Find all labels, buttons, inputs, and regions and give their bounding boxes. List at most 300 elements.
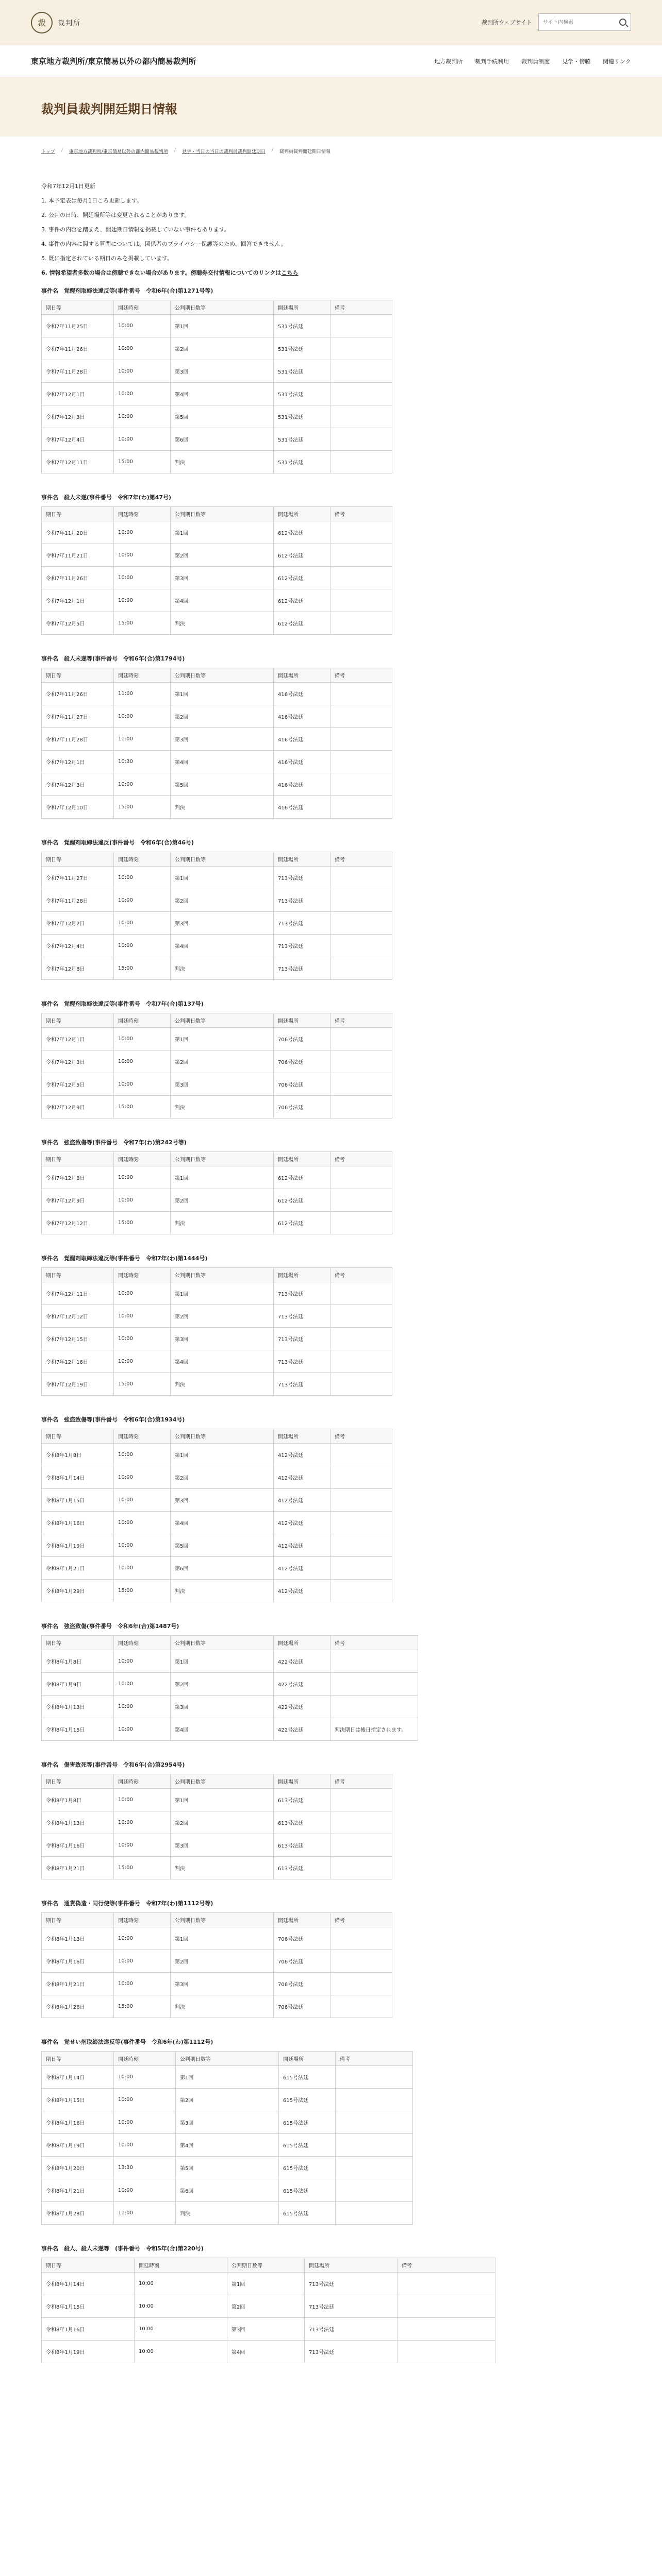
table-cell [336,2157,413,2179]
table-cell: 615号法廷 [279,2157,336,2179]
table-cell: 10:00 [114,405,171,428]
column-header: 公判期日数等 [171,1774,274,1789]
table-cell: 令和7年12月16日 [42,1350,114,1373]
table-cell: 令和7年12月15日 [42,1328,114,1350]
table-cell: 第4回 [171,1350,274,1373]
table-cell: 第3回 [171,728,274,751]
page-title: 裁判員裁判開廷期日情報 [41,102,177,116]
column-header: 開廷時刻 [114,1636,171,1650]
column-header: 公判期日数等 [171,300,274,315]
table-cell: 令和7年11月26日 [42,337,114,360]
table-cell: 422号法廷 [274,1696,330,1718]
table-cell: 令和8年1月15日 [42,1489,114,1512]
table-cell: 第1回 [171,1650,274,1673]
table-cell: 10:00 [114,1305,171,1328]
table-cell: 713号法廷 [305,2273,398,2295]
table-cell: 令和7年12月1日 [42,751,114,773]
table-cell: 422号法廷 [274,1673,330,1696]
case-title: 事件名 強盗致傷等(事件番号 令和6年(合)第1934号) [41,1416,185,1423]
table-cell [330,1189,392,1212]
table-cell: 令和8年1月16日 [42,1512,114,1534]
table-cell: 令和8年1月21日 [42,1557,114,1580]
table-cell: 第2回 [171,1811,274,1834]
schedule-table [41,1635,418,1741]
table-cell: 令和7年12月11日 [42,451,114,473]
table-cell: 412号法廷 [274,1580,330,1602]
schedule-table [41,2258,495,2363]
table-row [42,1489,392,1512]
table-cell: 10:00 [135,2318,227,2341]
column-header: 開廷時刻 [114,1429,171,1444]
nav-item-district-court[interactable]: 地方裁判所 [434,58,463,65]
table-row [42,521,392,544]
table-cell: 15:00 [114,1096,171,1118]
note-item-6-text: 6. 情報希望者多数の場合は傍聴できない場合があります。傍聴券交付情報についてのリンクは [41,269,282,276]
table-cell [330,1857,392,1879]
table-cell: 令和8年1月19日 [42,2134,114,2157]
column-header: 備考 [398,2258,495,2273]
table-cell: 612号法廷 [274,1166,330,1189]
search-box[interactable] [538,13,631,31]
table-cell [330,1557,392,1580]
table-cell: 第2回 [171,1466,274,1489]
table-cell [330,428,392,451]
court-seal-icon: 裁 [31,12,53,33]
table-row [42,1212,392,1234]
table-cell: 令和8年1月20日 [42,2157,114,2179]
column-header: 期日等 [42,852,114,867]
table-cell: 判決 [171,612,274,635]
table-row [42,796,392,819]
table-row [42,867,392,889]
table-header-row [42,507,392,521]
table-cell: 令和7年12月4日 [42,428,114,451]
table-cell: 713号法廷 [274,1305,330,1328]
case-section [0,1760,662,1879]
table-cell: 612号法廷 [274,1189,330,1212]
table-row [42,1096,392,1118]
case-title: 事件名 強盗致傷等(事件番号 令和7年(わ)第242号等) [41,1139,187,1146]
table-row [42,1557,392,1580]
table-cell: 10:00 [114,889,171,912]
column-header: 備考 [330,300,392,315]
updated-date: 令和7年12月1日更新 [41,183,95,190]
table-cell: 416号法廷 [274,751,330,773]
table-header-row [42,2258,495,2273]
column-header: 開廷場所 [274,1013,330,1028]
table-cell [330,1650,418,1673]
note-item: 4. 事件の内容に関する質問については、関係者のプライバシー保護等のため、回答できません。 [41,241,287,247]
table-cell: 第2回 [171,705,274,728]
table-cell [330,1350,392,1373]
search-input[interactable] [543,20,619,25]
table-cell: 令和8年1月15日 [42,2089,114,2111]
logo-text: 裁判所 [58,20,81,27]
table-row [42,1534,392,1557]
table-row [42,1857,392,1879]
table-cell: 10:00 [114,2111,176,2134]
table-cell: 713号法廷 [305,2341,398,2363]
table-cell: 10:00 [114,1673,171,1696]
table-cell: 令和8年1月14日 [42,2273,135,2295]
table-cell: 416号法廷 [274,728,330,751]
table-cell: 第1回 [171,1789,274,1811]
schedule-table [41,852,392,980]
column-header: 開廷時刻 [114,1268,171,1282]
table-row [42,1328,392,1350]
column-header: 開廷場所 [305,2258,398,2273]
table-row [42,683,392,705]
table-cell: 10:00 [114,428,171,451]
table-header-row [42,300,392,315]
breadcrumb-separator: / [61,148,63,153]
table-cell: 第1回 [171,1028,274,1050]
column-header: 備考 [330,1429,392,1444]
table-cell [330,1512,392,1534]
case-title: 事件名 殺人、殺人未遂等 (事件番号 令和5年(合)第220号) [41,2245,204,2252]
table-cell: 713号法廷 [305,2295,398,2318]
table-cell [330,683,392,705]
table-cell [330,1373,392,1396]
table-cell: 706号法廷 [274,1995,330,2018]
table-cell: 令和7年11月28日 [42,360,114,383]
table-cell: 第4回 [171,1718,274,1741]
nav-item-visit[interactable]: 見学・傍聴 [562,58,591,65]
nav-item-links[interactable]: 関連リンク [603,58,631,65]
note-item [41,266,621,280]
column-header: 備考 [330,1268,392,1282]
table-cell: 第4回 [171,935,274,957]
column-header: 公判期日数等 [171,1013,274,1028]
table-cell: 15:00 [114,451,171,473]
table-row [42,1789,392,1811]
table-cell: 10:00 [114,360,171,383]
case-section [0,1138,662,1234]
column-header: 開廷時刻 [114,1013,171,1028]
table-cell: 第3回 [171,567,274,589]
table-cell: 第6回 [176,2179,279,2202]
table-row [42,705,392,728]
table-cell: 第2回 [176,2089,279,2111]
table-cell [330,773,392,796]
table-row [42,1028,392,1050]
case-section [0,286,662,473]
table-cell: 531号法廷 [274,451,330,473]
table-cell [398,2318,495,2341]
table-cell: 10:00 [114,383,171,405]
table-cell: 612号法廷 [274,612,330,635]
column-header: 開廷場所 [274,1636,330,1650]
table-cell: 令和8年1月13日 [42,1696,114,1718]
case-section [0,1415,662,1602]
table-cell: 531号法廷 [274,360,330,383]
table-cell [330,1489,392,1512]
table-cell [330,1096,392,1118]
table-row [42,1166,392,1189]
table-row [42,728,392,751]
table-cell: 令和7年12月5日 [42,612,114,635]
table-cell: 第1回 [171,683,274,705]
table-cell: 10:00 [114,1512,171,1534]
table-cell [330,567,392,589]
table-cell: 713号法廷 [274,912,330,935]
table-row [42,1950,392,1973]
table-cell: 10:00 [114,773,171,796]
table-cell: 613号法廷 [274,1834,330,1857]
table-header-row [42,1152,392,1166]
table-cell: 判決 [176,2202,279,2225]
table-cell [330,315,392,337]
table-cell: 10:00 [114,1927,171,1950]
table-cell: 412号法廷 [274,1512,330,1534]
table-cell: 第3回 [171,912,274,935]
table-cell: 令和7年11月27日 [42,705,114,728]
table-cell: 令和8年1月8日 [42,1789,114,1811]
table-cell [330,1580,392,1602]
column-header: 期日等 [42,1268,114,1282]
case-title: 事件名 覚醒剤取締法違反等(事件番号 令和6年(合)第1271号等) [41,287,213,294]
table-cell: 10:00 [114,567,171,589]
table-cell: 10:00 [114,867,171,889]
column-header: 備考 [336,2052,413,2066]
table-cell: 令和8年1月8日 [42,1650,114,1673]
table-row [42,1650,418,1673]
column-header: 公判期日数等 [171,1268,274,1282]
table-cell: 第1回 [171,521,274,544]
table-cell: 第5回 [176,2157,279,2179]
table-cell: 706号法廷 [274,1050,330,1073]
table-cell: 706号法廷 [274,1028,330,1050]
column-header: 備考 [330,1636,418,1650]
table-cell: 第2回 [171,544,274,567]
table-cell: 令和7年12月8日 [42,957,114,980]
site-logo[interactable] [31,12,81,33]
table-header-row [42,1268,392,1282]
column-header: 公判期日数等 [171,1913,274,1927]
table-cell: 10:00 [114,1350,171,1373]
table-cell: 令和7年11月28日 [42,728,114,751]
table-row [42,2295,495,2318]
table-cell [336,2179,413,2202]
table-cell: 令和8年1月13日 [42,1927,114,1950]
table-cell: 713号法廷 [274,889,330,912]
table-cell: 令和7年12月12日 [42,1305,114,1328]
table-cell: 第4回 [171,589,274,612]
table-cell [330,1466,392,1489]
table-cell: 第2回 [171,1305,274,1328]
case-title: 事件名 殺人未遂(事件番号 令和7年(わ)第47号) [41,494,172,501]
table-header-row [42,2052,413,2066]
table-cell: 第2回 [171,1673,274,1696]
table-cell: 615号法廷 [279,2066,336,2089]
table-row [42,912,392,935]
table-cell: 第4回 [171,383,274,405]
column-header: 開廷場所 [274,1152,330,1166]
table-cell [330,521,392,544]
table-cell [330,1444,392,1466]
column-header: 開廷場所 [274,300,330,315]
table-cell [330,935,392,957]
table-cell: 令和7年12月5日 [42,1073,114,1096]
table-cell [398,2295,495,2318]
table-header-row [42,1013,392,1028]
column-header: 開廷時刻 [114,1774,171,1789]
column-header: 備考 [330,1774,392,1789]
table-cell: 713号法廷 [305,2318,398,2341]
column-header: 開廷時刻 [114,1152,171,1166]
table-cell: 判決 [171,1580,274,1602]
table-cell: 612号法廷 [274,521,330,544]
table-cell: 令和7年11月25日 [42,315,114,337]
table-cell: 10:00 [114,705,171,728]
case-title: 事件名 通貨偽造・同行使等(事件番号 令和7年(わ)第1112号等) [41,1900,213,1907]
table-row [42,1995,392,2018]
table-row [42,2341,495,2363]
table-cell: 令和7年12月11日 [42,1282,114,1305]
table-cell: 第2回 [171,889,274,912]
schedule-table [41,1013,392,1118]
table-cell: 令和8年1月16日 [42,1950,114,1973]
column-header: 公判期日数等 [171,852,274,867]
table-cell: 第3回 [171,1973,274,1995]
table-cell: 令和8年1月15日 [42,2295,135,2318]
table-cell: 10:00 [114,1557,171,1580]
case-title: 事件名 覚醒剤取締法違反等(事件番号 令和7年(わ)第1444号) [41,1255,208,1262]
table-cell: 412号法廷 [274,1534,330,1557]
table-cell: 判決 [171,1995,274,2018]
table-cell [336,2089,413,2111]
table-cell [330,1995,392,2018]
table-cell [330,1166,392,1189]
table-cell: 416号法廷 [274,773,330,796]
column-header: 期日等 [42,1429,114,1444]
table-cell: 10:00 [114,1696,171,1718]
table-cell: 令和7年12月9日 [42,1189,114,1212]
column-header: 開廷時刻 [114,852,171,867]
column-header: 期日等 [42,2052,114,2066]
table-cell: 令和7年12月3日 [42,1050,114,1073]
table-cell: 422号法廷 [274,1718,330,1741]
table-cell: 令和7年12月2日 [42,912,114,935]
column-header: 期日等 [42,1774,114,1789]
table-cell: 713号法廷 [274,935,330,957]
breadcrumb-current: 裁判員裁判開廷期日情報 [279,149,330,155]
column-header: 公判期日数等 [171,668,274,683]
table-cell [330,360,392,383]
column-header: 開廷場所 [279,2052,336,2066]
table-cell: 令和7年12月1日 [42,1028,114,1050]
main-navbar [0,45,662,77]
nav-menu [434,57,631,65]
table-row [42,1512,392,1534]
table-cell: 612号法廷 [274,589,330,612]
column-header: 開廷時刻 [135,2258,227,2273]
nav-item-lay-judge[interactable]: 裁判員制度 [521,58,550,65]
table-cell: 13:30 [114,2157,176,2179]
table-cell: 令和8年1月15日 [42,1718,114,1741]
table-cell: 613号法廷 [274,1857,330,1879]
breadcrumb-visit[interactable]: 見学・当日の当日の裁判員裁判開廷期日 [181,149,266,155]
table-row [42,589,392,612]
note-item: 1. 本予定表は毎月1日ころ更新します。 [41,197,143,204]
table-cell [398,2341,495,2363]
table-cell: 第3回 [171,1328,274,1350]
table-cell [330,728,392,751]
table-cell: 10:00 [114,589,171,612]
schedule-table [41,1774,392,1879]
case-section [0,2244,662,2363]
table-row [42,2202,413,2225]
column-header: 備考 [330,668,392,683]
column-header: 期日等 [42,507,114,521]
column-header: 公判期日数等 [171,1636,274,1650]
table-cell: 令和7年11月21日 [42,544,114,567]
table-cell: 令和8年1月16日 [42,1834,114,1857]
note-item: 2. 公判の日時、開廷場所等は変更されることがあります。 [41,212,190,218]
table-cell: 令和8年1月16日 [42,2111,114,2134]
column-header: 開廷時刻 [114,2052,176,2066]
table-cell: 第1回 [171,315,274,337]
ticket-info-link[interactable]: こちら [281,269,299,276]
column-header: 開廷時刻 [114,1913,171,1927]
table-cell: 10:00 [114,1718,171,1741]
table-row [42,1050,392,1073]
table-cell: 判決 [171,1857,274,1879]
search-icon[interactable] [619,19,626,26]
table-cell: 第3回 [171,360,274,383]
table-cell: 令和7年12月12日 [42,1212,114,1234]
table-cell: 令和8年1月16日 [42,2318,135,2341]
table-cell: 713号法廷 [274,1328,330,1350]
table-cell: 613号法廷 [274,1789,330,1811]
breadcrumb-court[interactable]: 東京地方裁判所/東京簡易以外の都内簡易裁判所 [69,149,168,155]
court-name[interactable]: 東京地方裁判所/東京簡易以外の都内簡易裁判所 [31,57,196,66]
table-row [42,1696,418,1718]
table-cell: 531号法廷 [274,405,330,428]
table-header-row [42,1774,392,1789]
table-cell: 713号法廷 [274,867,330,889]
table-row [42,1073,392,1096]
table-cell: 第6回 [171,1557,274,1580]
table-row [42,383,392,405]
table-cell [330,889,392,912]
column-header: 公判期日数等 [171,507,274,521]
case-section [0,1622,662,1741]
table-cell: 令和8年1月14日 [42,1466,114,1489]
table-cell: 第3回 [227,2318,305,2341]
table-cell: 第1回 [171,1282,274,1305]
table-cell: 令和7年12月9日 [42,1096,114,1118]
table-cell: 15:00 [114,796,171,819]
table-cell: 11:00 [114,683,171,705]
table-cell [336,2111,413,2134]
table-cell: 10:00 [114,1650,171,1673]
column-header: 開廷時刻 [114,507,171,521]
table-cell [336,2066,413,2089]
column-header: 期日等 [42,1913,114,1927]
table-cell: 令和7年11月27日 [42,867,114,889]
column-header: 期日等 [42,668,114,683]
column-header: 備考 [330,1013,392,1028]
nav-item-procedures[interactable]: 裁判手続利用 [475,58,509,65]
table-row [42,1811,392,1834]
table-cell: 第5回 [171,405,274,428]
column-header: 公判期日数等 [171,1152,274,1166]
table-cell: 第3回 [171,1073,274,1096]
table-cell [330,867,392,889]
breadcrumb-home[interactable]: トップ [41,149,55,155]
court-website-link[interactable]: 裁判所ウェブサイト [482,19,532,26]
